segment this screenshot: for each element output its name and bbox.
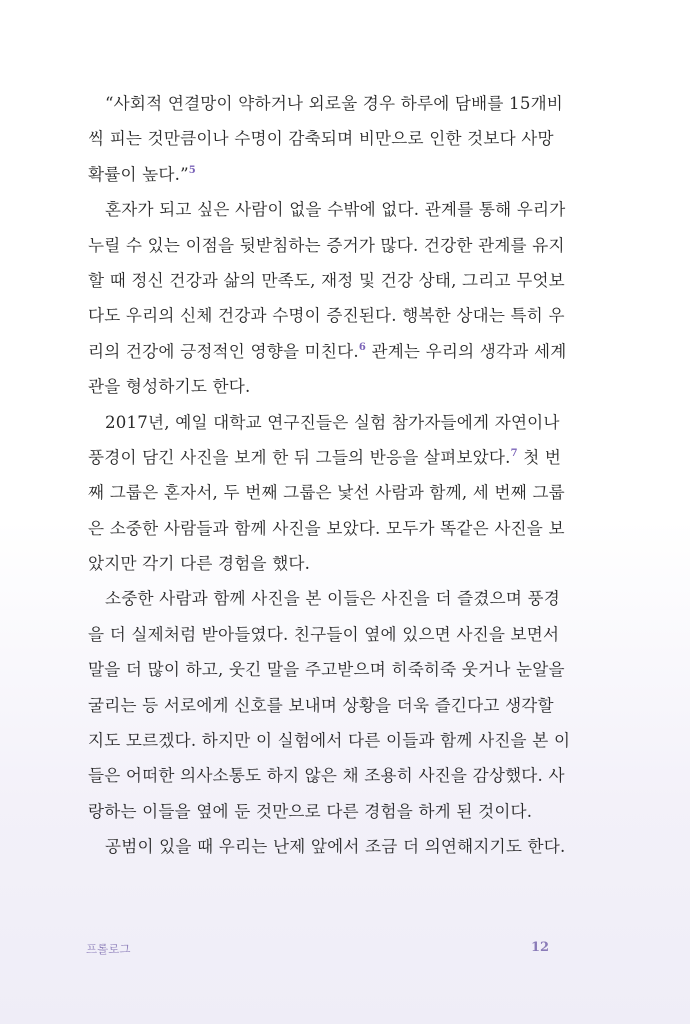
text-line <box>88 475 565 510</box>
line-text: 관을 형성하기도 한다. <box>88 377 251 397</box>
text-line <box>88 121 554 156</box>
footnote-marker[interactable]: 5 <box>188 164 196 176</box>
body-text <box>88 86 571 865</box>
text-line <box>88 192 566 227</box>
line-text: 누릴 수 있는 이점을 뒷받침하는 증거가 많다. 건강한 관계를 유지 <box>88 235 565 255</box>
text-line <box>88 546 548 581</box>
line-text-continued: 첫 번 <box>517 447 562 467</box>
text-line <box>88 440 562 475</box>
line-text: 리의 건강에 긍정적인 영향을 미친다. <box>88 341 359 361</box>
line-text: 랑하는 이들을 옆에 둔 것만으로 다른 경험을 하게 된 것이다. <box>88 801 533 821</box>
text-line <box>88 263 565 298</box>
page-number: 12 <box>531 940 550 955</box>
line-text: 들은 어떠한 의사소통도 하지 않은 채 조용히 사진을 감상했다. 사 <box>88 766 565 786</box>
line-text: 2017년, 예일 대학교 연구진들은 실험 참가자들에게 자연이나 <box>105 412 560 432</box>
line-text: “사회적 연결망이 약하거나 외로울 경우 하루에 담배를 15개비 <box>105 94 564 113</box>
line-text: 았지만 각기 다른 경험을 했다. <box>88 554 311 574</box>
text-line <box>88 405 560 440</box>
paragraph <box>88 405 565 582</box>
line-text: 다도 우리의 신체 건강과 수명이 증진된다. 행복한 상대는 특히 우 <box>88 306 565 326</box>
paragraph <box>88 581 571 829</box>
text-line <box>88 228 565 263</box>
line-text-continued: 관계는 우리의 생각과 세계 <box>366 341 567 361</box>
paragraph <box>88 829 566 864</box>
line-text: 공범이 있을 때 우리는 난제 앞에서 조금 더 의연해지기도 한다. <box>105 837 566 857</box>
line-text: 소중한 사람과 함께 사진을 본 이들은 사진을 더 즐겼으며 풍경 <box>105 589 561 609</box>
line-text: 은 소중한 사람들과 함께 사진을 보았다. 모두가 똑같은 사진을 보 <box>88 518 565 538</box>
text-line <box>88 829 566 864</box>
text-line <box>88 794 548 829</box>
line-text: 지도 모르겠다. 하지만 이 실험에서 다른 이들과 함께 사진을 본 이 <box>88 731 571 751</box>
text-line <box>88 617 560 652</box>
text-line <box>88 298 565 333</box>
text-line <box>88 581 561 616</box>
text-line <box>88 369 548 404</box>
line-text: 을 더 실제처럼 받아들였다. 친구들이 옆에 있으면 사진을 보면서 <box>88 624 560 644</box>
text-line <box>88 758 565 793</box>
text-line <box>88 86 564 121</box>
paragraph <box>88 192 567 404</box>
footnote-marker[interactable]: 6 <box>358 341 366 353</box>
text-line <box>88 511 565 546</box>
line-text: 확률이 높다.” <box>88 164 189 184</box>
running-footer-section: 프롤로그 <box>86 942 131 956</box>
line-text: 말을 더 많이 하고, 웃긴 말을 주고받으며 히죽히죽 웃거나 눈알을 <box>88 660 565 680</box>
paragraph <box>88 86 564 192</box>
text-line <box>88 157 548 192</box>
text-line <box>88 334 567 369</box>
line-text: 혼자가 되고 싶은 사람이 없을 수밖에 없다. 관계를 통해 우리가 <box>105 200 566 220</box>
line-text: 할 때 정신 건강과 삶의 만족도, 재정 및 건강 상태, 그리고 무엇보 <box>88 270 565 290</box>
text-line <box>88 688 554 723</box>
line-text: 씩 피는 것만큼이나 수명이 감축되며 비만으로 인한 것보다 사망 <box>88 129 554 149</box>
text-line <box>88 652 565 687</box>
line-text: 굴리는 등 서로에게 신호를 보내며 상황을 더욱 즐긴다고 생각할 <box>88 695 554 715</box>
line-text: 풍경이 담긴 사진을 보게 한 뒤 그들의 반응을 살펴보았다. <box>88 447 511 467</box>
footnote-marker[interactable]: 7 <box>510 447 518 459</box>
line-text: 째 그룹은 혼자서, 두 번째 그룹은 낯선 사람과 함께, 세 번째 그룹 <box>88 483 565 503</box>
text-line <box>88 723 571 758</box>
